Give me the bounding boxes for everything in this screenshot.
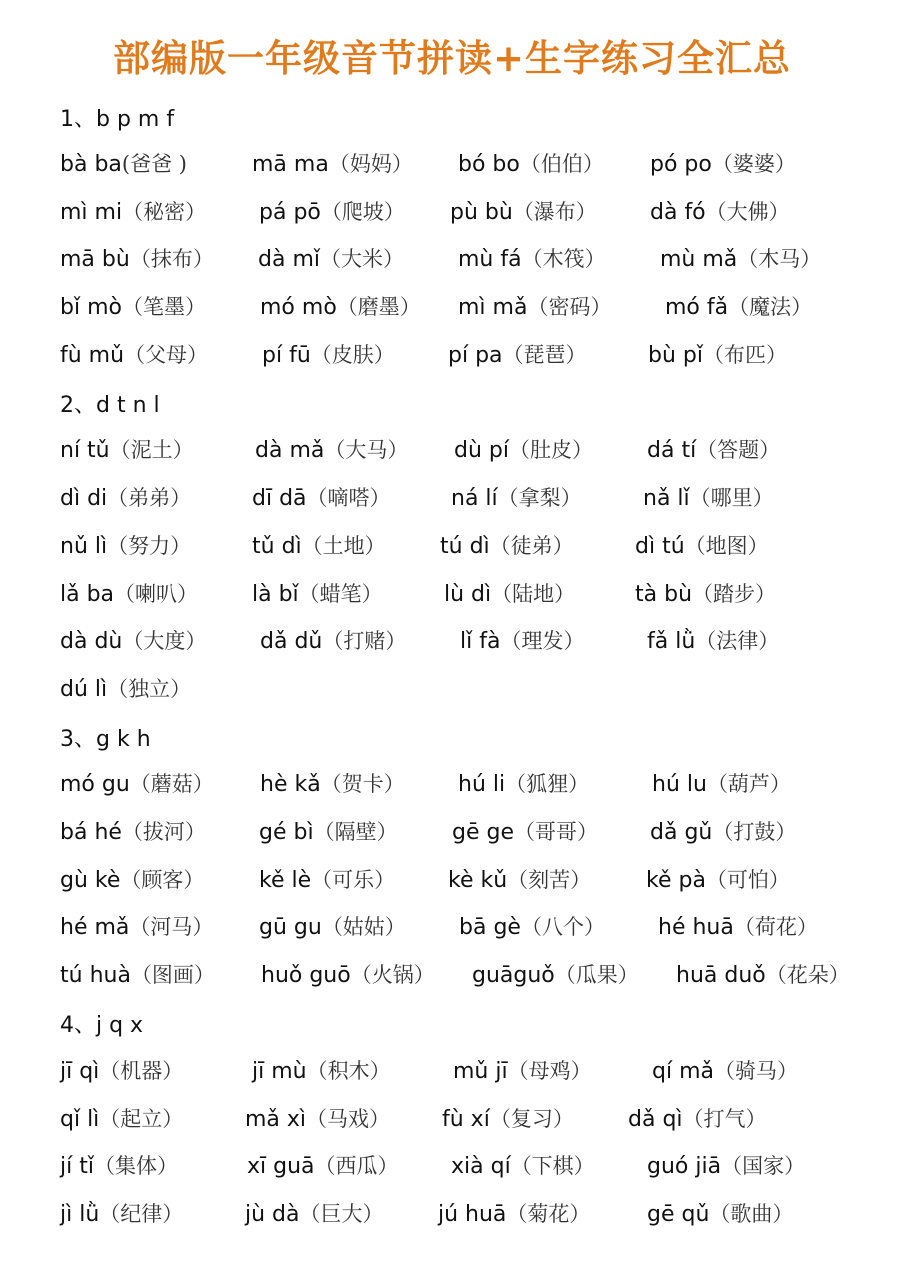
page-title: 部编版一年级音节拼读+生字练习全汇总: [112, 37, 791, 80]
word-entry: hé mǎ（河马）: [60, 915, 214, 940]
section-heading-gkh: 3、g k h: [60, 727, 151, 752]
word-entry: huā duǒ（花朵）: [676, 963, 850, 988]
word-entry: nǔ lì（努力）: [60, 534, 192, 559]
word-entry: pí pa（琵琶）: [448, 343, 587, 368]
word-entry: kě pà（可怕）: [646, 868, 790, 893]
word-entry: dá tí（答题）: [647, 438, 781, 463]
word-entry: jú huā（菊花）: [438, 1202, 591, 1227]
word-entry: kè kǔ（刻苦）: [448, 868, 592, 893]
word-entry: mó fǎ（魔法）: [665, 295, 813, 320]
word-entry: guāguǒ（瓜果）: [472, 963, 639, 988]
word-entry: tú huà（图画）: [60, 963, 215, 988]
word-row: [0, 243, 904, 283]
word-entry: gù kè（顾客）: [60, 868, 205, 893]
word-entry: bó bo（伯伯）: [458, 152, 604, 177]
word-entry: mù fá（木筏）: [458, 247, 606, 272]
word-row: [0, 1150, 904, 1190]
word-entry: dà fó（大佛）: [650, 200, 790, 225]
word-row: [0, 864, 904, 904]
word-entry: là bǐ（蜡笔）: [252, 582, 383, 607]
word-entry: qí mǎ（骑马）: [652, 1059, 798, 1084]
word-entry: dù pí（肚皮）: [454, 438, 593, 463]
word-entry: bù pǐ（布匹）: [648, 343, 787, 368]
word-entry: qǐ lì（起立）: [60, 1107, 184, 1132]
word-entry: tǔ dì（土地）: [252, 534, 386, 559]
word-entry: dà mǎ（大马）: [255, 438, 409, 463]
word-entry: fù mǔ（父母）: [60, 343, 209, 368]
word-row: [0, 1055, 904, 1095]
word-entry: ná lí（拿梨）: [451, 486, 582, 511]
word-entry: gé bì（隔壁）: [259, 820, 398, 845]
word-entry: mì mǎ（密码）: [458, 295, 612, 320]
word-entry: dì di（弟弟）: [60, 486, 192, 511]
word-row: [0, 768, 904, 808]
word-entry: hé huā（荷花）: [658, 915, 818, 940]
word-entry: gē ge（哥哥）: [452, 820, 598, 845]
word-row: [0, 816, 904, 856]
word-entry: lǐ fà（理发）: [460, 629, 585, 654]
word-entry: bà ba(爸爸 ): [60, 152, 187, 177]
word-entry: mǔ jī（母鸡）: [453, 1059, 592, 1084]
word-row: [0, 959, 904, 999]
word-entry: tú dì（徒弟）: [440, 534, 574, 559]
word-row: [0, 1103, 904, 1143]
word-entry: dī dā（嘀嗒）: [252, 486, 391, 511]
section-heading-dtnl: 2、d t n l: [60, 393, 160, 418]
word-entry: xī guā（西瓜）: [247, 1154, 399, 1179]
word-entry: gū gu（姑姑）: [259, 915, 406, 940]
section-heading-bpmf: 1、b p m f: [60, 107, 175, 132]
word-entry: dǎ qì（打气）: [628, 1107, 767, 1132]
word-entry: guó jiā（国家）: [647, 1154, 806, 1179]
word-entry: dǎ gǔ（打鼓）: [650, 820, 797, 845]
word-entry: dà dù（大度）: [60, 629, 207, 654]
word-entry: ní tǔ（泥土）: [60, 438, 194, 463]
word-entry: fù xí（复习）: [442, 1107, 574, 1132]
word-entry: pí fū（皮肤）: [262, 343, 395, 368]
word-entry: kě lè（可乐）: [259, 868, 396, 893]
word-entry: dì tú（地图）: [635, 534, 769, 559]
word-entry: huǒ guō（火锅）: [261, 963, 435, 988]
word-entry: bǐ mò（笔墨）: [60, 295, 206, 320]
word-row: [0, 1198, 904, 1238]
word-entry: pá pō（爬坡）: [259, 200, 405, 225]
word-entry: mó gu（蘑菇）: [60, 772, 214, 797]
word-entry: lù dì（陆地）: [444, 582, 576, 607]
word-entry: dǎ dǔ（打赌）: [260, 629, 407, 654]
word-entry: lǎ ba（喇叭）: [60, 582, 199, 607]
word-entry: nǎ lǐ（哪里）: [643, 486, 774, 511]
word-entry: mì mi（秘密）: [60, 200, 207, 225]
word-row: [0, 673, 904, 713]
word-entry: jī qì（机器）: [60, 1059, 184, 1084]
word-entry: mó mò（磨墨）: [260, 295, 421, 320]
word-entry: hú lu（葫芦）: [652, 772, 791, 797]
word-entry: dà mǐ（大米）: [258, 247, 404, 272]
word-row: [0, 339, 904, 379]
word-entry: jí tǐ（集体）: [60, 1154, 178, 1179]
word-entry: hè kǎ（贺卡）: [260, 772, 405, 797]
word-entry: jī mù（积木）: [252, 1059, 391, 1084]
word-row: [0, 196, 904, 236]
word-row: [0, 148, 904, 188]
word-entry: mǎ xì（马戏）: [245, 1107, 391, 1132]
word-entry: dú lì（独立）: [60, 677, 192, 702]
word-entry: fǎ lǜ（法律）: [647, 629, 780, 654]
word-row: [0, 434, 904, 474]
word-entry: jì lǜ（纪律）: [60, 1202, 184, 1227]
word-entry: tà bù（踏步）: [635, 582, 777, 607]
word-row: [0, 625, 904, 665]
word-entry: gē qǔ（歌曲）: [647, 1202, 794, 1227]
word-entry: pù bù（瀑布）: [450, 200, 597, 225]
section-heading-jqx: 4、j q x: [60, 1013, 144, 1038]
word-entry: mā bù（抹布）: [60, 247, 214, 272]
word-row: [0, 911, 904, 951]
word-row: [0, 291, 904, 331]
word-entry: mù mǎ（木马）: [660, 247, 822, 272]
word-entry: hú li（狐狸）: [458, 772, 590, 797]
word-row: [0, 482, 904, 522]
word-entry: xià qí（下棋）: [451, 1154, 595, 1179]
word-entry: bá hé（拔河）: [60, 820, 206, 845]
word-entry: bā gè（八个）: [459, 915, 605, 940]
word-entry: pó po（婆婆）: [650, 152, 796, 177]
word-row: [0, 530, 904, 570]
word-entry: jù dà（巨大）: [245, 1202, 384, 1227]
word-entry: mā ma（妈妈）: [252, 152, 413, 177]
word-row: [0, 578, 904, 618]
